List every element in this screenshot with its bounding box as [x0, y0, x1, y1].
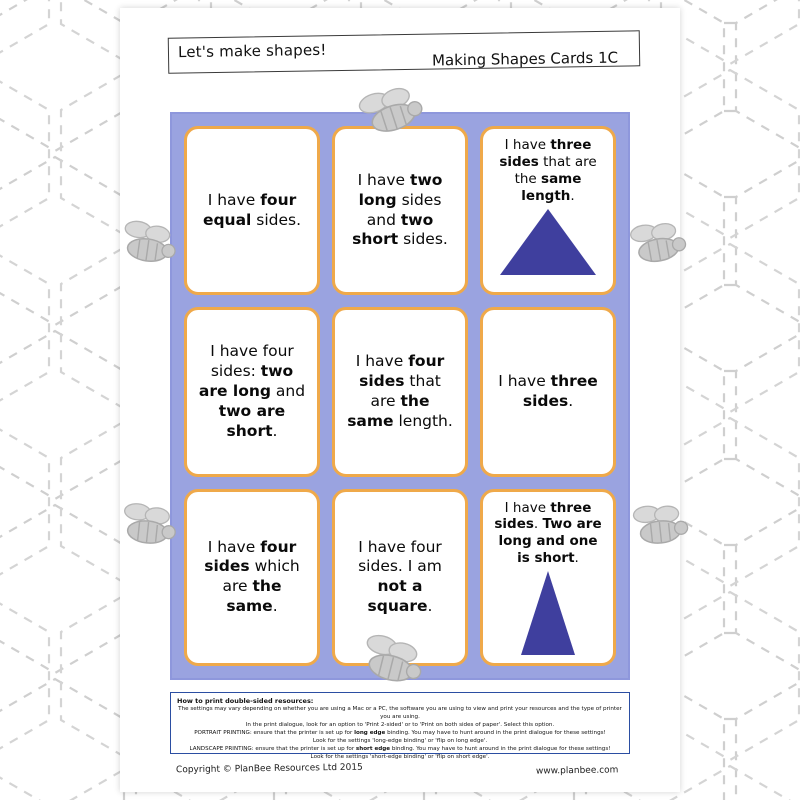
shape-clue-card[interactable]	[480, 489, 616, 667]
print-instruction-line: PORTRAIT PRINTING: ensure that the printer is set up for long edge binding. You may have to hunt around in the print dialogue for these settings!	[194, 729, 606, 736]
card-cell	[326, 120, 474, 301]
print-instruction-line: In the print dialogue, look for an option to 'Print 2-sided' or to 'Print on both sides of paper'. Select this option.	[245, 721, 555, 728]
title-left: Let's make shapes!	[177, 40, 327, 62]
shape-clue-card[interactable]	[184, 307, 320, 476]
card-text: I have three sides.	[498, 372, 598, 410]
shape-clue-card[interactable]	[332, 126, 468, 295]
copyright-text: Copyright © PlanBee Resources Ltd 2015	[175, 762, 363, 776]
card-text: I have four sides: two are long and two are short.	[198, 342, 306, 440]
print-instruction-line: LANDSCAPE PRINTING: ensure that the printer is set up for short edge binding. You may have to hunt around in the print dialogue for these settings!	[189, 745, 611, 752]
shape-clue-card[interactable]	[184, 489, 320, 667]
card-cell	[326, 301, 474, 482]
print-instruction-line: The settings may vary depending on whether you are using a Mac or a PC, the software you are using to view and print your resources and the type of printer you are using.	[178, 706, 622, 720]
bee-icon	[352, 84, 432, 146]
shape-clue-card[interactable]	[184, 126, 320, 295]
print-instructions-title: How to print double-sided resources:	[177, 697, 314, 705]
print-instructions-lines	[177, 706, 623, 762]
card-cell	[474, 301, 622, 482]
print-instructions-box	[170, 692, 630, 760]
card-text: I have four sides. I am not a square.	[358, 537, 442, 616]
title-right: Making Shapes Cards 1C	[431, 48, 619, 70]
shape-clue-card[interactable]	[480, 307, 616, 476]
card-cell	[178, 301, 326, 482]
card-text: I have four sides that are the same length.	[347, 352, 453, 430]
card-cell	[178, 483, 326, 673]
shape-clue-card[interactable]	[480, 126, 616, 295]
card-cell	[178, 120, 326, 301]
card-cell	[474, 483, 622, 673]
card-text: I have three sides that are the same length.	[499, 137, 597, 204]
bee-icon	[112, 218, 184, 278]
bee-icon	[352, 634, 432, 696]
cards-grid	[170, 112, 630, 680]
card-text: I have four sides which are the same.	[204, 537, 300, 616]
equilateral-triangle-shape	[500, 209, 596, 275]
print-instruction-line: Look for the settings 'short-edge binding' or 'flip on short edge'.	[310, 753, 490, 760]
card-cell	[474, 120, 622, 301]
website-text: www.planbee.com	[535, 765, 619, 777]
print-instruction-line: Look for the settings 'long-edge binding' or 'flip on long edge'.	[312, 737, 488, 744]
card-text: I have three sides. Two are long and one is short.	[494, 499, 602, 567]
shape-clue-card[interactable]	[332, 307, 468, 476]
isosceles-triangle-shape	[521, 571, 575, 655]
card-text: I have four equal sides.	[202, 190, 302, 229]
bee-icon	[112, 500, 184, 560]
bee-icon	[624, 500, 696, 560]
card-text: I have two long sides and two short sides.	[352, 170, 448, 249]
bee-icon	[622, 218, 694, 278]
